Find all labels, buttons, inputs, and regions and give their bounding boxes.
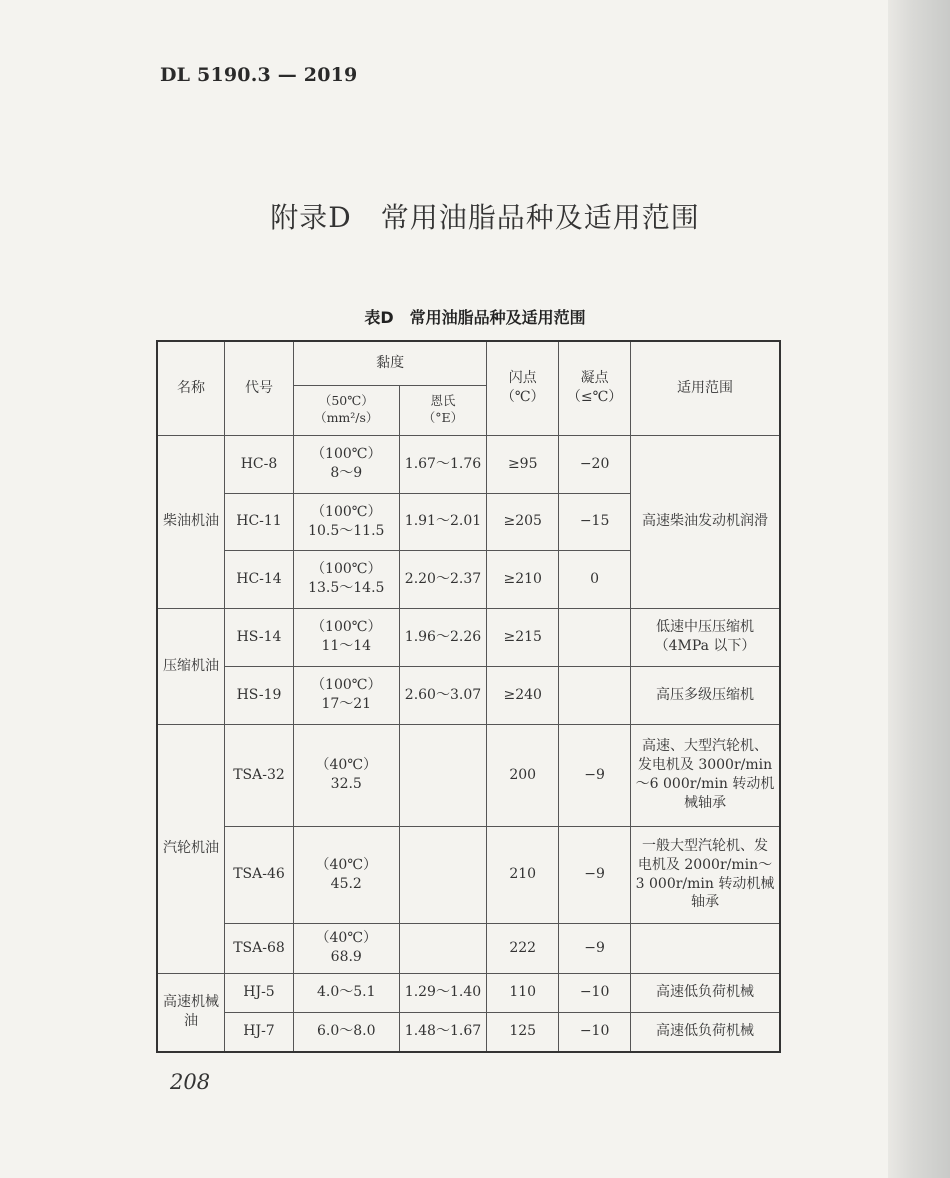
cell-viscosity: （100℃） 13.5～14.5 (293, 550, 399, 608)
table-row (157, 923, 780, 973)
cell-viscosity: 4.0～5.1 (293, 973, 399, 1012)
header-name: 名称 (157, 341, 225, 435)
cell-engler: 1.96～2.26 (399, 608, 487, 666)
table-row (157, 973, 780, 1012)
cell-pour: 0 (559, 550, 631, 608)
cell-code: HJ-7 (225, 1012, 294, 1052)
table-row (157, 435, 780, 493)
cell-code: HC-8 (225, 435, 294, 493)
cell-pour: −9 (559, 826, 631, 923)
cell-code: HS-14 (225, 608, 294, 666)
cell-viscosity: （100℃） 10.5～11.5 (293, 493, 399, 550)
cell-scope (631, 923, 780, 973)
cell-code: TSA-68 (225, 923, 294, 973)
grease-table (156, 340, 781, 1053)
cell-flash: 222 (487, 923, 559, 973)
cell-viscosity: 6.0～8.0 (293, 1012, 399, 1052)
page-edge-shadow (888, 0, 950, 1178)
table-row (157, 1012, 780, 1052)
cell-viscosity: （40℃） 32.5 (293, 724, 399, 826)
table-row (157, 724, 780, 826)
cell-code: HC-14 (225, 550, 294, 608)
cell-pour: −20 (559, 435, 631, 493)
cell-pour: −10 (559, 973, 631, 1012)
cell-flash: ≥95 (487, 435, 559, 493)
header-flash-point: 闪点 （℃） (487, 341, 559, 435)
header-scope: 适用范围 (631, 341, 780, 435)
cell-engler (399, 826, 487, 923)
page-number: 208 (170, 1070, 211, 1094)
cell-flash: ≥205 (487, 493, 559, 550)
cell-pour: −9 (559, 724, 631, 826)
cell-engler: 1.29～1.40 (399, 973, 487, 1012)
cell-scope: 高压多级压缩机 (631, 666, 780, 724)
group-turbine-oil: 汽轮机油 (157, 724, 225, 973)
cell-scope: 高速低负荷机械 (631, 1012, 780, 1052)
cell-flash: 210 (487, 826, 559, 923)
table-row (157, 608, 780, 666)
header-code: 代号 (225, 341, 294, 435)
cell-engler: 2.20～2.37 (399, 550, 487, 608)
cell-viscosity: （40℃） 45.2 (293, 826, 399, 923)
cell-code: TSA-46 (225, 826, 294, 923)
header-row (157, 341, 780, 385)
cell-pour: −9 (559, 923, 631, 973)
cell-code: TSA-32 (225, 724, 294, 826)
group-compressor-oil: 压缩机油 (157, 608, 225, 724)
cell-pour: −10 (559, 1012, 631, 1052)
header-kinematic-viscosity: （50℃） （mm²/s） (293, 385, 399, 435)
cell-flash: ≥240 (487, 666, 559, 724)
cell-engler: 1.48～1.67 (399, 1012, 487, 1052)
cell-engler (399, 724, 487, 826)
cell-engler (399, 923, 487, 973)
cell-engler: 2.60～3.07 (399, 666, 487, 724)
cell-engler: 1.91～2.01 (399, 493, 487, 550)
cell-scope: 一般大型汽轮机、发电机及 2000r/min～3 000r/min 转动机械轴承 (631, 826, 780, 923)
cell-viscosity: （100℃） 8～9 (293, 435, 399, 493)
cell-flash: 200 (487, 724, 559, 826)
cell-pour (559, 666, 631, 724)
cell-pour: −15 (559, 493, 631, 550)
cell-flash: ≥210 (487, 550, 559, 608)
cell-viscosity: （100℃） 11～14 (293, 608, 399, 666)
cell-pour (559, 608, 631, 666)
header-viscosity: 黏度 (293, 341, 486, 385)
cell-viscosity: （40℃） 68.9 (293, 923, 399, 973)
cell-code: HC-11 (225, 493, 294, 550)
header-pour-point: 凝点 （≤℃） (559, 341, 631, 435)
group-diesel-oil: 柴油机油 (157, 435, 225, 608)
cell-scope: 低速中压压缩机（4MPa 以下） (631, 608, 780, 666)
cell-viscosity: （100℃） 17～21 (293, 666, 399, 724)
cell-scope-diesel: 高速柴油发动机润滑 (631, 435, 780, 608)
cell-code: HJ-5 (225, 973, 294, 1012)
table-row (157, 826, 780, 923)
appendix-title: 附录D 常用油脂品种及适用范围 (270, 201, 700, 234)
table-caption: 表D 常用油脂品种及适用范围 (364, 308, 586, 327)
cell-flash: 110 (487, 973, 559, 1012)
cell-engler: 1.67～1.76 (399, 435, 487, 493)
cell-flash: ≥215 (487, 608, 559, 666)
document-code: DL 5190.3 — 2019 (160, 64, 358, 86)
group-high-speed-machine-oil: 高速机械油 (157, 973, 225, 1052)
cell-code: HS-19 (225, 666, 294, 724)
cell-scope: 高速、大型汽轮机、发电机及 3000r/min～6 000r/min 转动机械轴承 (631, 724, 780, 826)
cell-scope: 高速低负荷机械 (631, 973, 780, 1012)
table-row (157, 666, 780, 724)
cell-flash: 125 (487, 1012, 559, 1052)
header-engler-viscosity: 恩氏 （°E） (399, 385, 487, 435)
